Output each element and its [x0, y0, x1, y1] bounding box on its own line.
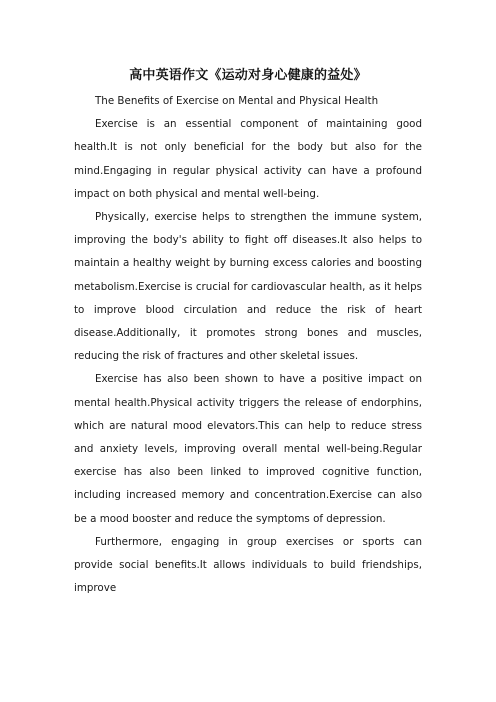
paragraph-social: Furthermore, engaging in group exercises or sports can provide social benefits.It allows individuals to build friendships, improve	[74, 535, 422, 595]
document-body	[74, 90, 422, 600]
document-title: 高中英语作文《运动对身心健康的益处》	[129, 68, 367, 83]
paragraph-physical: Physically, exercise helps to strengthen the immune system, improving the body's ability to fight off diseases.It also helps to maintain a healthy weight by burning excess calories and boosting metabolism.Exercise is crucial for cardiovascular health, as it helps to improve blood circulation and reduce the risk of heart disease.Additionally, it promotes strong bones and muscles, reducing the risk of fractures and other skeletal issues.	[74, 211, 422, 363]
paragraph-intro: Exercise is an essential component of maintaining good health.It is not only beneficial for the body but also for the mind.Engaging in regular physical activity can have a profound impact on both physical and mental well-being.	[74, 118, 422, 200]
paragraph-mental: Exercise has also been shown to have a positive impact on mental health.Physical activity triggers the release of endorphins, which are natural mood elevators.This can help to reduce stress and anxiety levels, improving overall mental well-being.Regular exercise has also been linked to improved cognitive function, including increased memory and concentration.Exercise can also be a mood booster and reduce the symptoms of depression.	[74, 373, 422, 525]
essay-subtitle: The Benefits of Exercise on Mental and Physical Health	[95, 95, 379, 107]
